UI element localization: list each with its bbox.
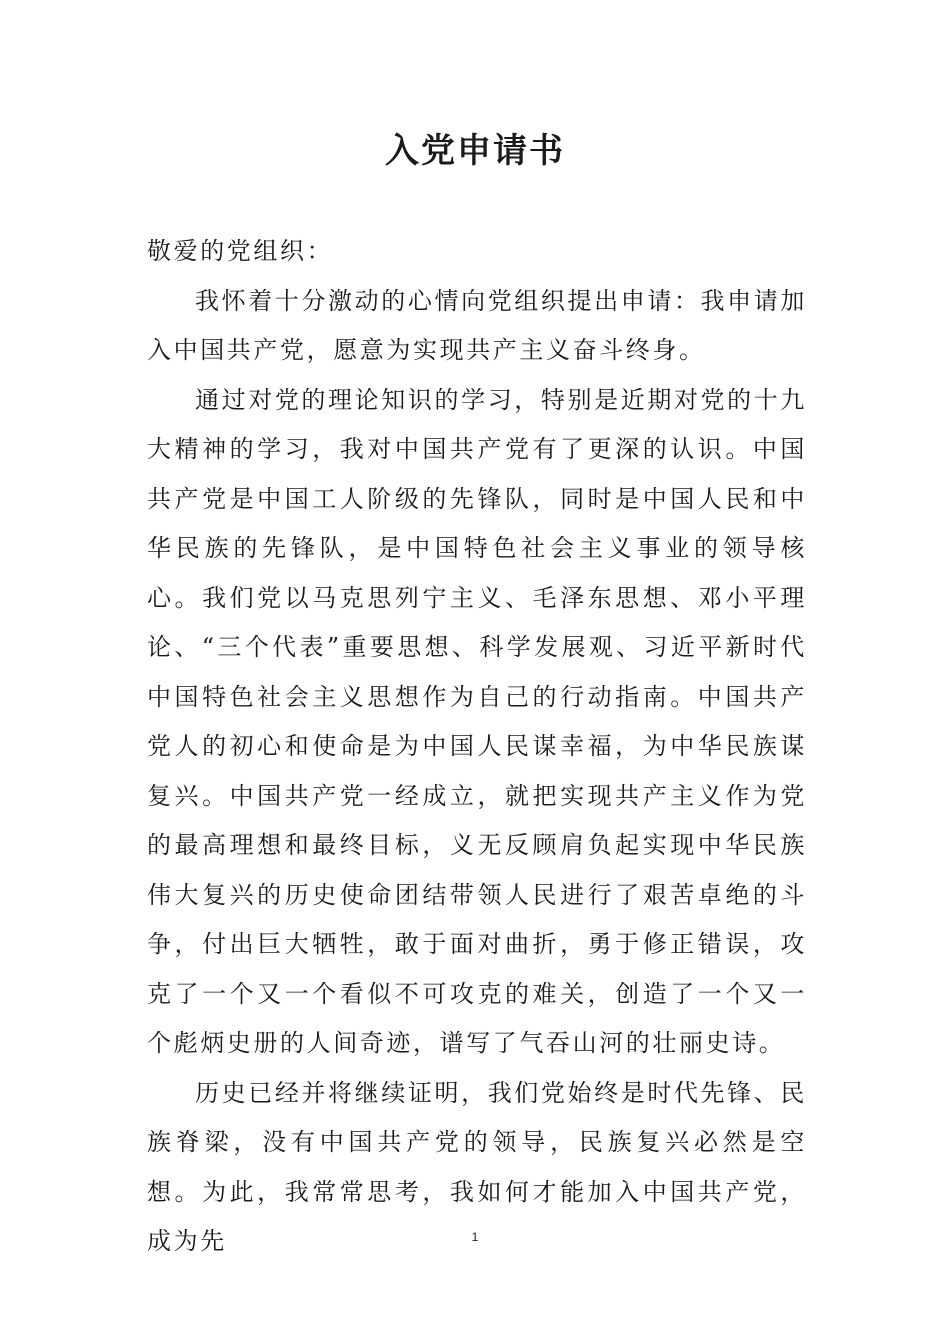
page-number: 1 bbox=[471, 1230, 479, 1244]
paragraph-history: 历史已经并将继续证明，我们党始终是时代先锋、民族脊梁，没有中国共产党的领导，民族复兴必然是空想。为此，我常常思考，我如何才能加入中国共产党，成为先 bbox=[147, 1078, 807, 1255]
document-title: 入党申请书 bbox=[385, 131, 565, 171]
paragraph-application: 我怀着十分激动的心情向党组织提出申请：我申请加入中国共产党，愿意为实现共产主义奋斗终身。 bbox=[147, 286, 807, 364]
salutation: 敬爱的党组织： bbox=[147, 237, 334, 265]
paragraph-understanding: 通过对党的理论知识的学习，特别是近期对党的十九大精神的学习，我对中国共产党有了更深的认识。中国共产党是中国工人阶级的先锋队，同时是中国人民和中华民族的先锋队，是中国特色社会主义事业的领导核心。我们党以马克思列宁主义、毛泽东思想、邓小平理论、“三个代表”重要思想、科学发展观、习近平新时代中国特色社会主义思想作为自己的行动指南。中国共产党人的初心和使命是为中国人民谋幸福，为中华民族谋复兴。中国共产党一经成立，就把实现共产主义作为党的最高理想和最终目标，义无反顾肩负起实现中华民族伟大复兴的历史使命团结带领人民进行了艰苦卓绝的斗争，付出巨大牺牲，敢于面对曲折，勇于修正错误，攻克了一个又一个看似不可攻克的难关，创造了一个又一个彪炳史册的人间奇迹，谱写了气吞山河的壮丽史诗。 bbox=[147, 385, 807, 1057]
document-body bbox=[147, 227, 807, 1267]
